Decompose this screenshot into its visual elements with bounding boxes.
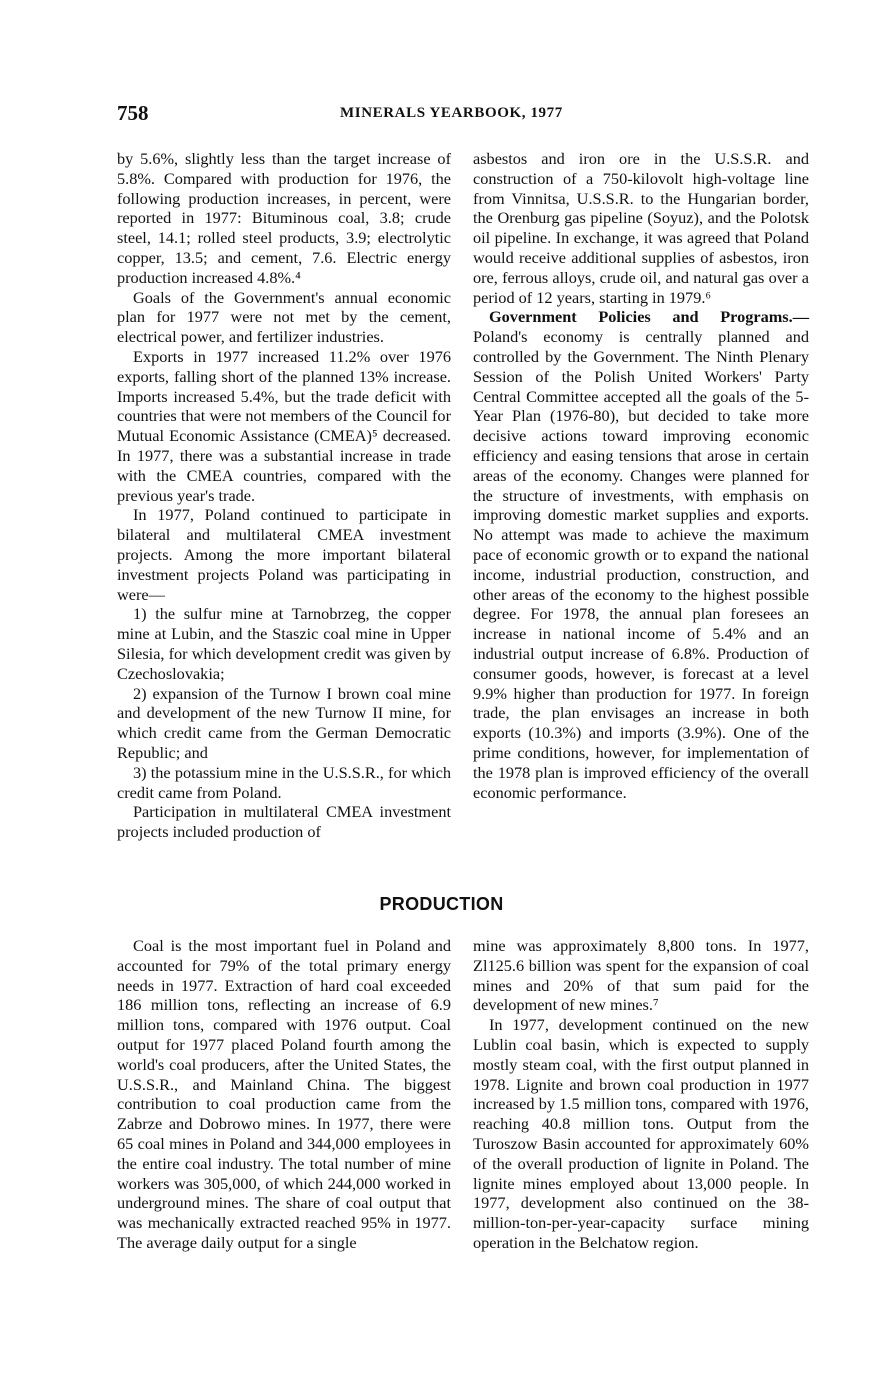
paragraph: mine was approximately 8,800 tons. In 1977, Zl125.6 billion was spent for the expansion of coal mines and 20% of that sum paid for the development of new mines.⁷	[473, 936, 809, 1015]
paragraph: 2) expansion of the Turnow I brown coal mine and development of the new Turnow II mine, for which credit came from the German Democratic Republic; and	[117, 683, 451, 762]
paragraph: 3) the potassium mine in the U.S.S.R., for which credit came from Poland.	[117, 762, 451, 802]
paragraph-body: Poland's economy is centrally planned and controlled by the Government. The Ninth Plenary Session of the Polish United Workers' Party Central Committee accepted all the goals of the 5-Year Plan (1976-80), but decided to take more decisive actions toward improving economic efficiency and easing tensions that arose in certain areas of the economy. Changes were planned for the structure of investments, with emphasis on improving domestic market supplies and exports. No attempt was made to achieve the maximum pace of economic growth or to expand the national income, industrial production, construction, and other areas of the economy to the highest possible degree. For 1978, the annual plan foresees an increase in national income of 5.4% and an industrial output increase of 6.8%. Production of consumer goods, however, is forecast at a level 9.9% higher than production for 1977. In foreign trade, the plan envisages an increase in both exports (10.3%) and imports (3.9%). One of the prime conditions, however, for implementation of the 1978 plan is improved efficiency of the overall economic performance.	[473, 327, 809, 802]
paragraph: Exports in 1977 increased 11.2% over 1976 exports, falling short of the planned 13% increase. Imports increased 5.4%, but the trade deficit with countries that were not members of the Council for Mutual Economic Assistance (CMEA)⁵ decreased. In 1977, there was a substantial increase in trade with the CMEA countries, compared with the previous year's trade.	[117, 346, 451, 505]
paragraph: 1) the sulfur mine at Tarnobrzeg, the copper mine at Lubin, and the Staszic coal mine in Upper Silesia, for which development credit was given by Czechoslovakia;	[117, 604, 451, 683]
paragraph: In 1977, Poland continued to participate in bilateral and multilateral CMEA investment projects. Among the more important bilateral investment projects Poland was participating in were—	[117, 505, 451, 604]
paragraph: by 5.6%, slightly less than the target increase of 5.8%. Compared with production for 1976, the following production increases, in percent, were reported in 1977: Bituminous coal, 3.8; crude steel, 14.1; rolled steel products, 3.9; electrolytic copper, 13.5; and cement, 7.6. Electric energy production increased 4.8%.⁴	[117, 149, 451, 287]
section-heading-production: PRODUCTION	[379, 894, 504, 914]
running-head: MINERALS YEARBOOK, 1977	[340, 105, 563, 121]
paragraph: Participation in multilateral CMEA investment projects included production of	[117, 802, 451, 842]
paragraph: Goals of the Government's annual economic plan for 1977 were not met by the cement, electrical power, and fertilizer industries.	[117, 287, 451, 347]
top-right-column	[473, 149, 809, 802]
page-number: 758	[117, 101, 149, 125]
bottom-right-column	[473, 936, 809, 1253]
bottom-left-column	[117, 936, 451, 1253]
paragraph: asbestos and iron ore in the U.S.S.R. and construction of a 750-kilovolt high-voltage line from Vinnitsa, U.S.S.R. to the Hungarian border, the Orenburg gas pipeline (Soyuz), and the Polotsk oil pipeline. In exchange, it was agreed that Poland would receive additional supplies of asbestos, iron ore, ferrous alloys, crude oil, and natural gas over a period of 12 years, starting in 1979.⁶	[473, 149, 809, 307]
paragraph: In 1977, development continued on the new Lublin coal basin, which is expected to supply mostly steam coal, with the first output planned in 1978. Lignite and brown coal production in 1977 increased by 1.5 million tons, compared with 1976, reaching 40.8 million tons. Output from the Turoszow Basin accounted for approximately 60% of the overall production of lignite in Poland. The lignite mines employed about 13,000 people. In 1977, development also continued on the 38-million-ton-per-year-capacity surface mining operation in the Belchatow region.	[473, 1015, 809, 1252]
run-in-heading: Government Policies and Programs.—	[489, 307, 809, 327]
top-left-column	[117, 149, 451, 842]
paragraph-government-policies	[473, 307, 809, 802]
paragraph: Coal is the most important fuel in Poland and accounted for 79% of the total primary energy needs in 1977. Extraction of hard coal exceeded 186 million tons, reflecting an increase of 6.9 million tons, compared with 1976 output. Coal output for 1977 placed Poland fourth among the world's coal producers, after the United States, the U.S.S.R., and Mainland China. The biggest contribution to coal production came from the Zabrze and Dobrowo mines. In 1977, there were 65 coal mines in Poland and 344,000 employees in the entire coal industry. The total number of mine workers was 305,000, of which 244,000 worked in underground mines. The share of coal output that was mechanically extracted reached 95% in 1977. The average daily output for a single	[117, 936, 451, 1252]
